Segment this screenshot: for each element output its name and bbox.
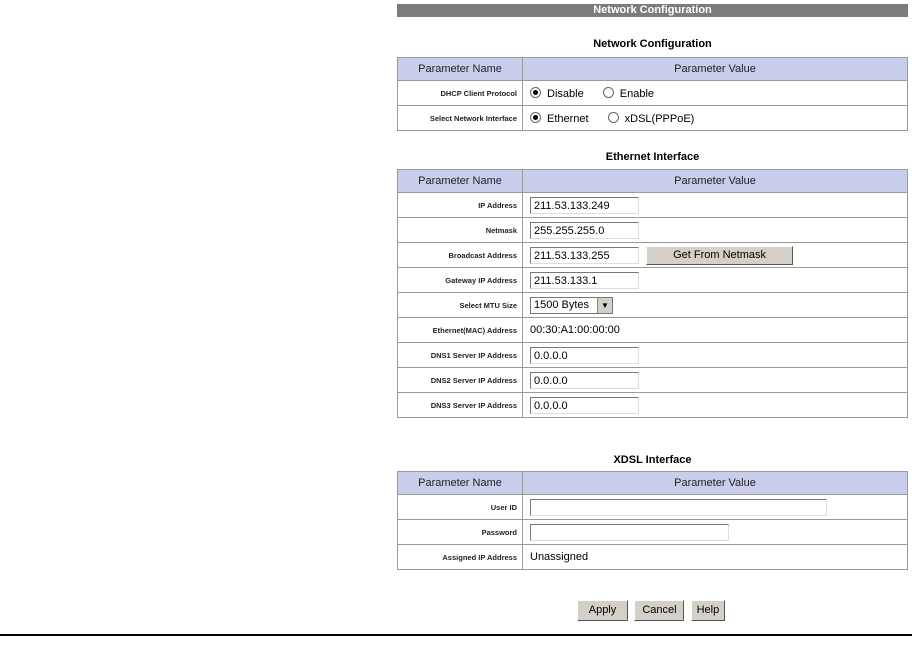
header-parameter-value: Parameter Value [523,170,908,193]
action-buttons [577,600,727,621]
mtu-select[interactable] [530,297,613,314]
assigned-ip-value: Unassigned [523,545,908,570]
gateway-input[interactable]: 211.53.133.1 [530,272,639,289]
network-config-title: Network Configuration [593,38,712,50]
dhcp-label: DHCP Client Protocol [398,81,523,106]
user-id-label: User ID [398,495,523,520]
dns3-input[interactable]: 0.0.0.0 [530,397,639,414]
dhcp-enable-label: Enable [619,87,655,100]
password-label: Password [398,520,523,545]
netmask-input[interactable]: 255.255.255.0 [530,222,639,239]
apply-button[interactable]: Apply [577,600,628,621]
dhcp-options [523,81,908,106]
assigned-ip-label: Assigned IP Address [398,545,523,570]
ethernet-label: Ethernet [547,112,589,125]
mac-label: Ethernet(MAC) Address [398,318,523,343]
broadcast-input[interactable]: 211.53.133.255 [530,247,639,264]
dns3-label: DNS3 Server IP Address [398,393,523,418]
ethernet-interface-table [397,169,908,418]
netmask-label: Netmask [398,218,523,243]
dhcp-disable-radio[interactable] [530,87,541,98]
xdsl-radio[interactable] [608,112,619,123]
dns2-input[interactable]: 0.0.0.0 [530,372,639,389]
header-parameter-name: Parameter Name [398,58,523,81]
interface-label: Select Network Interface [398,106,523,131]
ip-address-label: IP Address [398,193,523,218]
mac-value: 00:30:A1:00:00:00 [523,318,908,343]
network-config-table [397,57,908,131]
cancel-button[interactable]: Cancel [634,600,684,621]
dhcp-enable-radio[interactable] [603,87,614,98]
bottom-divider [0,634,912,636]
header-parameter-name: Parameter Name [398,170,523,193]
xdsl-interface-table [397,471,908,570]
xdsl-interface-title: XDSL Interface [613,454,692,466]
mtu-selected-value: 1500 Bytes [534,298,590,311]
page-title-bar: Network Configuration [397,4,908,17]
mtu-label: Select MTU Size [398,293,523,318]
ethernet-radio[interactable] [530,112,541,123]
get-from-netmask-button[interactable]: Get From Netmask [646,246,793,265]
header-parameter-value: Parameter Value [523,58,908,81]
ip-address-input[interactable]: 211.53.133.249 [530,197,639,214]
xdsl-label: xDSL(PPPoE) [624,112,695,125]
dns1-label: DNS1 Server IP Address [398,343,523,368]
gateway-label: Gateway IP Address [398,268,523,293]
header-parameter-value: Parameter Value [523,472,908,495]
dhcp-disable-label: Disable [547,87,584,100]
interface-options [523,106,908,131]
password-input[interactable] [530,524,729,541]
user-id-input[interactable] [530,499,827,516]
broadcast-label: Broadcast Address [398,243,523,268]
chevron-down-icon[interactable]: ▼ [597,298,612,313]
help-button[interactable]: Help [691,600,725,621]
header-parameter-name: Parameter Name [398,472,523,495]
dns2-label: DNS2 Server IP Address [398,368,523,393]
dns1-input[interactable]: 0.0.0.0 [530,347,639,364]
ethernet-interface-title: Ethernet Interface [605,151,700,163]
